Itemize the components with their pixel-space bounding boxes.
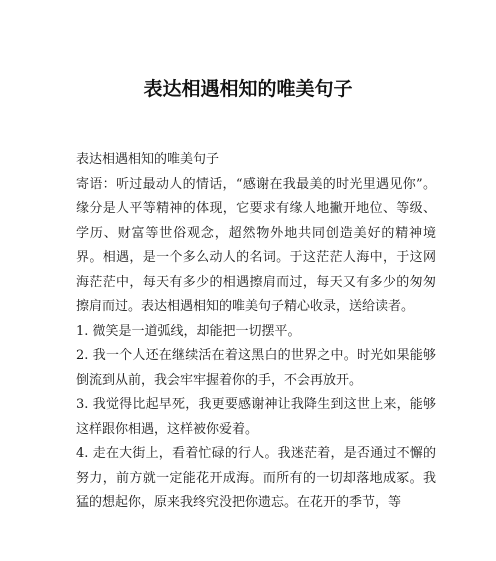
document-subtitle: 表达相遇相知的唯美句子 (76, 152, 220, 167)
list-item: 1. 微笑是一道弧线，却能把一切摆平。 (76, 323, 301, 339)
document-body (76, 148, 436, 516)
list-item: 4. 走在大街上，看着忙碌的行人。我迷茫着，是否通过不懈的努力，前方就一定能花开成海。而所有的一切却落地成冢。我猛的想起你，原来我终究没把你遗忘。在花开的季节，等 (76, 446, 436, 510)
intro-paragraph: 寄语：听过最动人的情话，“感谢在我最美的时光里遇见你”。缘分是人平等精神的体现，它要求有缘人地撇开地位、等级、学历、财富等世俗观念，超然物外地共同创造美好的精神境界。相遇，是一个多么动人的名词。于这茫茫人海中，于这网海茫茫中，每天有多少的相遇擦肩而过，每天又有多少的匆匆擦肩而过。表达相遇相知的唯美句子精心收录，送给读者。 (76, 176, 436, 314)
document-title: 表达相遇相知的唯美句子 (143, 78, 353, 100)
list-item: 3. 我觉得比起早死，我更要感谢神让我降生到这世上来，能够这样跟你相遇，这样被你爱着。 (76, 397, 436, 437)
list-item: 2. 我一个人还在继续活在着这黑白的世界之中。时光如果能够倒流到从前，我会牢牢握着你的手，不会再放开。 (76, 348, 436, 388)
